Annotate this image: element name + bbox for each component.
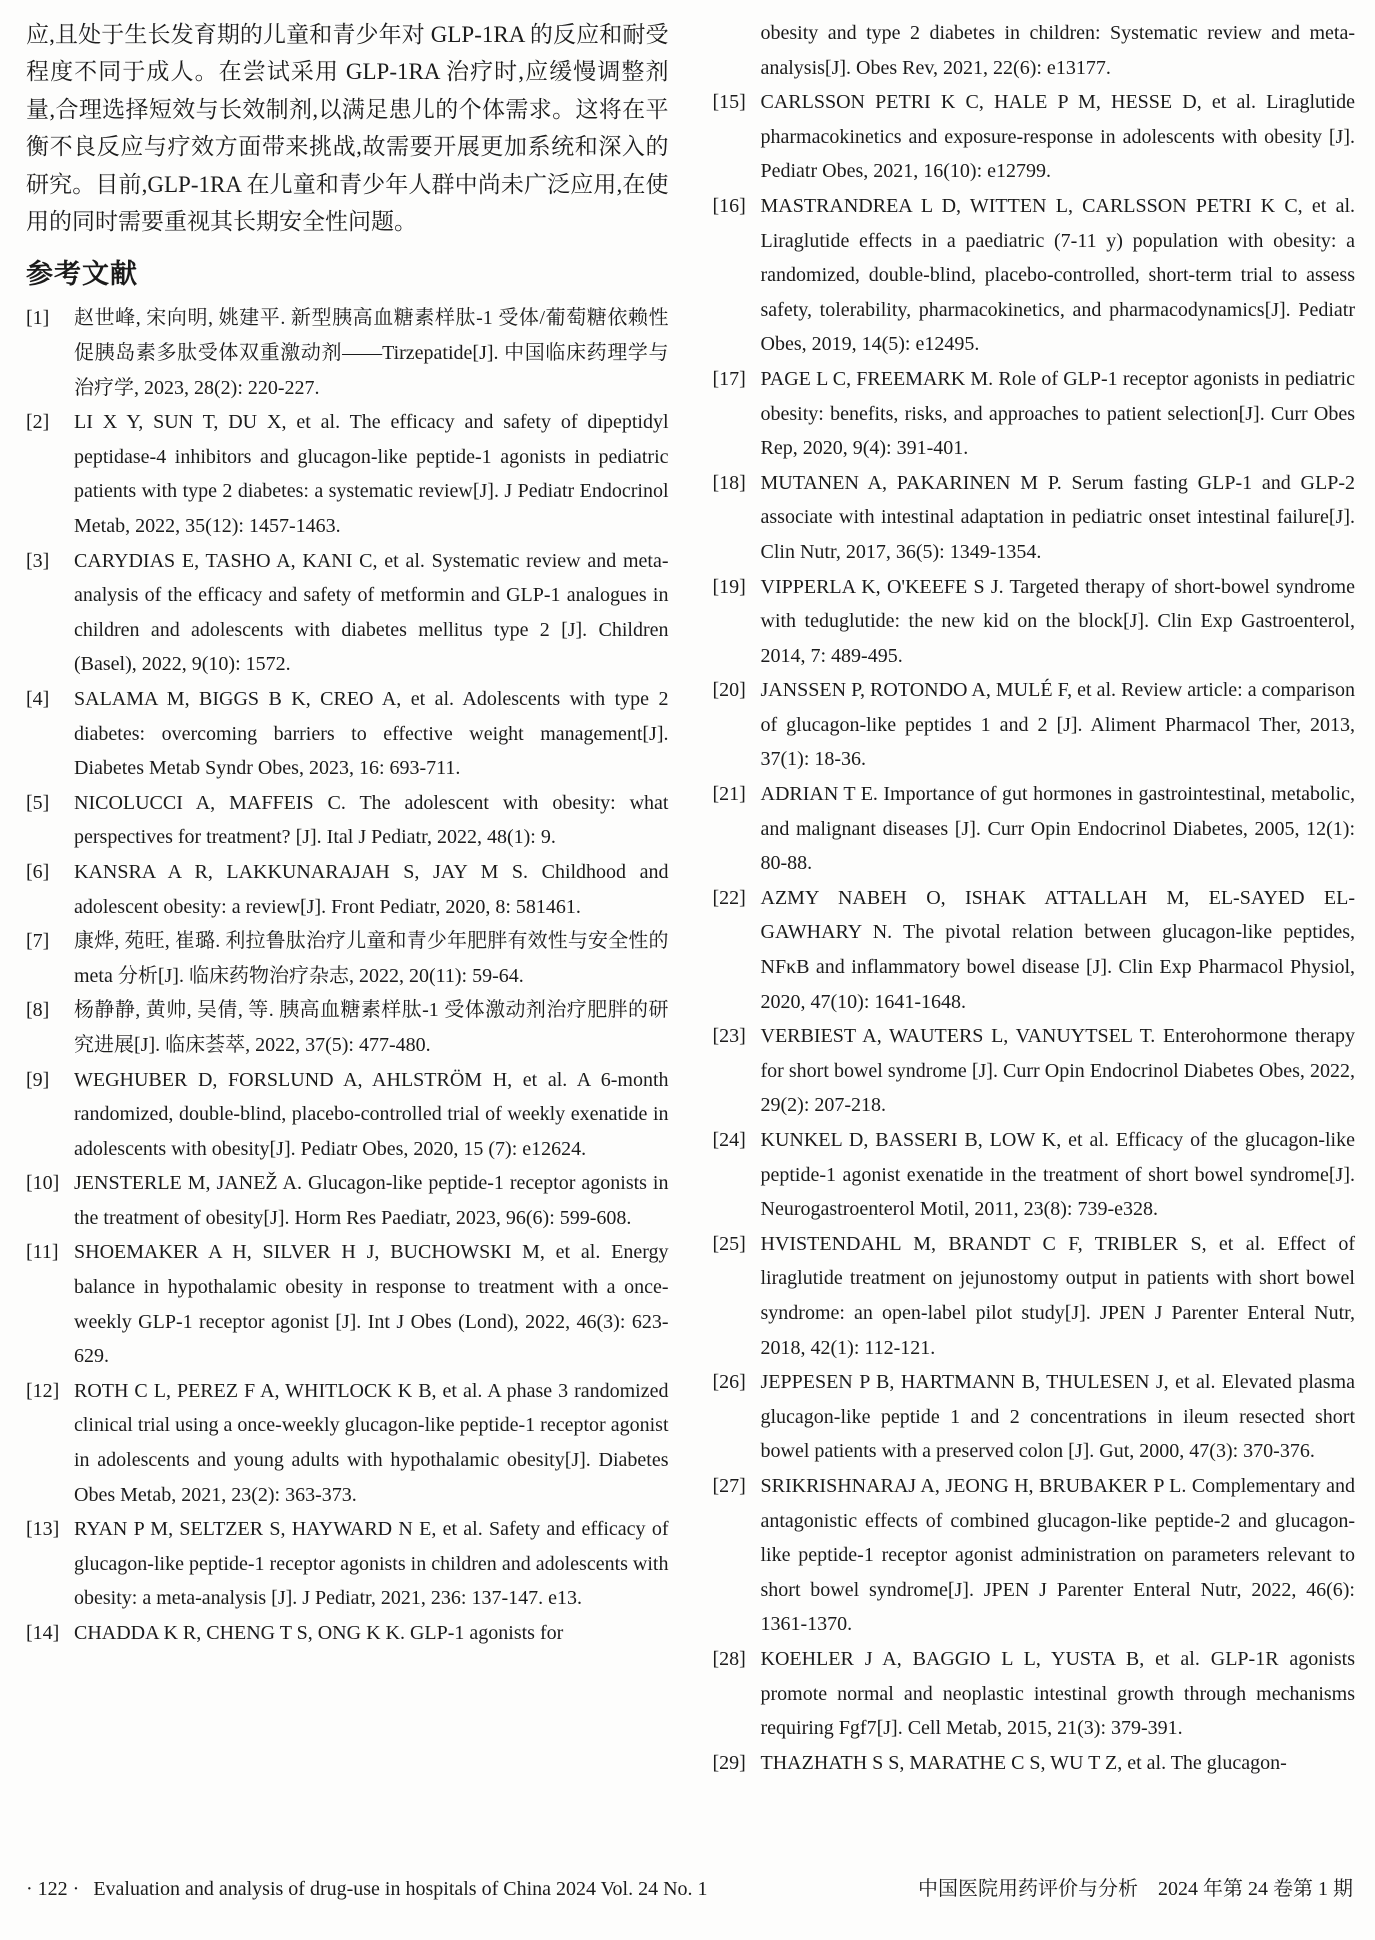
reference-item [713, 1019, 1356, 1123]
reference-number: [17] [712, 367, 746, 390]
footer-left [26, 1878, 708, 1901]
reference-text: 赵世峰, 宋向明, 姚建平. 新型胰高血糖素样肽-1 受体/葡萄糖依赖性促胰岛素多肽受体双重激动剂——Tirzepatide[J]. 中国临床药理学与治疗学, 2023, 28(2): 220-227. [74, 307, 669, 399]
reference-text: KUNKEL D, BASSERI B, LOW K, et al. Efficacy of the glucagon-like peptide-1 agonist exenatide in the treatment of short bowel syndrome[J]. Neurogastroenterol Motil, 2011, 23(8): 739-e328. [760, 1129, 1355, 1221]
reference-item [713, 777, 1356, 881]
reference-text: KANSRA A R, LAKKUNARAJAH S, JAY M S. Childhood and adolescent obesity: a review[J]. Front Pediatr, 2020, 8: 581461. [74, 860, 669, 918]
reference-text: VERBIEST A, WAUTERS L, VANUYTSEL T. Enterohormone therapy for short bowel syndrome [J]. Curr Opin Endocrinol Diabetes Obes, 2022, 29(2): 207-218. [760, 1025, 1355, 1117]
reference-item [713, 85, 1356, 189]
reference-number: [15] [712, 91, 746, 114]
reference-item [26, 682, 669, 786]
reference-text: JEPPESEN P B, HARTMANN B, THULESEN J, et al. Elevated plasma glucagon-like peptide 1 and 2 concentrations in ileum resected short bowel patients with a preserved colon [J]. Gut, 2000, 47(3): 370-376. [760, 1371, 1355, 1463]
reference-text: ROTH C L, PEREZ F A, WHITLOCK K B, et al. A phase 3 randomized clinical trial using a once-weekly glucagon-like peptide-1 receptor agonist in adolescents and young adults with hypothalamic obesity[J]. Diabetes Obes Metab, 2021, 23(2): 363-373. [74, 1379, 669, 1506]
reference-number: [3] [26, 549, 50, 572]
reference-number: [9] [26, 1068, 50, 1091]
reference-item [713, 673, 1356, 777]
reference-number: [29] [712, 1751, 746, 1774]
reference-number: [24] [712, 1129, 746, 1151]
references-list-right [713, 16, 1356, 1780]
reference-number: [20] [712, 679, 746, 702]
reference-text: ADRIAN T E. Importance of gut hormones in gastrointestinal, metabolic, and malignant diseases [J]. Curr Opin Endocrinol Diabetes, 2005, 12(1): 80-88. [760, 783, 1355, 875]
reference-number: [12] [26, 1379, 60, 1402]
reference-text: VIPPERLA K, O'KEEFE S J. Targeted therapy of short-bowel syndrome with teduglutide: the new kid on the block[J]. Clin Exp Gastroenterol, 2014, 7: 489-495. [760, 575, 1355, 667]
reference-number: [13] [26, 1518, 60, 1541]
left-column [26, 16, 669, 1780]
reference-item [713, 189, 1356, 362]
reference-text: NICOLUCCI A, MAFFEIS C. The adolescent with obesity: what perspectives for treatment? [J]. Ital J Pediatr, 2022, 48(1): 9. [74, 791, 669, 849]
reference-text: MUTANEN A, PAKARINEN M P. Serum fasting GLP-1 and GLP-2 associate with intestinal adaptation in pediatric onset intestinal failure[J]. Clin Nutr, 2017, 36(5): 1349-1354. [760, 471, 1355, 563]
reference-item [713, 570, 1356, 674]
reference-text: SHOEMAKER A H, SILVER H J, BUCHOWSKI M, et al. Energy balance in hypothalamic obesity in response to treatment with a once-weekly GLP-1 receptor agonist [J]. Int J Obes (Lond), 2022, 46(3): 623-629. [74, 1241, 669, 1368]
page-number: · 122 · [26, 1878, 80, 1900]
reference-item [26, 1616, 669, 1651]
reference-item [26, 924, 669, 993]
reference-number: [14] [26, 1622, 60, 1644]
two-column-layout [26, 16, 1355, 1780]
reference-text: WEGHUBER D, FORSLUND A, AHLSTRÖM H, et al. A 6-month randomized, double-blind, placebo-controlled trial of weekly exenatide in adolescents with obesity[J]. Pediatr Obes, 2020, 15 (7): e12624. [74, 1068, 669, 1160]
reference-number: [8] [26, 999, 50, 1022]
reference-number: [5] [26, 791, 50, 814]
reference-item [26, 1374, 669, 1512]
intro-paragraph: 应,且处于生长发育期的儿童和青少年对 GLP-1RA 的反应和耐受程度不同于成人。在尝试采用 GLP-1RA 治疗时,应缓慢调整剂量,合理选择短效与长效制剂,以满足患儿的个体需求。这将在平衡不良反应与疗效方面带来挑战,故需要开展更加系统和深入的研究。目前,GLP-1RA 在儿童和青少年人群中尚未广泛应用,在使用的同时需要重视其长期安全性问题。 [26, 22, 669, 235]
reference-item [713, 1469, 1356, 1642]
reference-item [713, 1642, 1356, 1746]
reference-item [713, 1365, 1356, 1469]
reference-text: 康烨, 苑旺, 崔璐. 利拉鲁肽治疗儿童和青少年肥胖有效性与安全性的 meta 分析[J]. 临床药物治疗杂志, 2022, 20(11): 59-64. [74, 930, 669, 987]
reference-item [26, 544, 669, 682]
reference-number: [18] [712, 471, 746, 494]
reference-item [713, 1227, 1356, 1365]
right-column [713, 16, 1356, 1780]
reference-number: [2] [26, 411, 50, 434]
reference-text: PAGE L C, FREEMARK M. Role of GLP-1 receptor agonists in pediatric obesity: benefits, risks, and approaches to patient selection[J]. Curr Obes Rep, 2020, 9(4): 391-401. [760, 367, 1355, 460]
reference-item [26, 405, 669, 543]
reference-text: THAZHATH S S, MARATHE C S, WU T Z, et al. The glucagon- [760, 1751, 1287, 1774]
reference-number: [21] [712, 783, 746, 806]
reference-text: MASTRANDREA L D, WITTEN L, CARLSSON PETRI K C, et al. Liraglutide effects in a paediatric (7-11 y) population with obesity: a randomized, double-blind, placebo-controlled, short-term trial to assess safety, tolerability, pharmacokinetics, and pharmacodynamics[J]. Pediatr Obes, 2019, 14(5): e12495. [760, 194, 1355, 356]
reference-text: CARLSSON PETRI K C, HALE P M, HESSE D, et al. Liraglutide pharmacokinetics and exposure-response in adolescents with obesity [J]. Pediatr Obes, 2021, 16(10): e12799. [760, 91, 1355, 183]
reference-item [26, 993, 669, 1062]
reference-text: AZMY NABEH O, ISHAK ATTALLAH M, EL-SAYED EL-GAWHARY N. The pivotal relation between glucagon-like peptides, NFκB and inflammatory bowel disease [J]. Clin Exp Pharmacol Physiol, 2020, 47(10): 1641-1648. [760, 886, 1355, 1013]
reference-number: [11] [26, 1241, 59, 1264]
reference-continuation [713, 16, 1356, 85]
reference-text: HVISTENDAHL M, BRANDT C F, TRIBLER S, et al. Effect of liraglutide treatment on jejunostomy output in patients with short bowel syndrome: an open-label pilot study[J]. JPEN J Parenter Enteral Nutr, 2018, 42(1): 112-121. [760, 1232, 1355, 1359]
reference-text: JENSTERLE M, JANEŽ A. Glucagon-like peptide-1 receptor agonists in the treatment of obesity[J]. Horm Res Paediatr, 2023, 96(6): 599-608. [74, 1172, 669, 1229]
reference-number: [6] [26, 860, 50, 883]
reference-text: SALAMA M, BIGGS B K, CREO A, et al. Adolescents with type 2 diabetes: overcoming barriers to effective weight management[J]. Diabetes Metab Syndr Obes, 2023, 16: 693-711. [74, 687, 669, 780]
reference-item [26, 1063, 669, 1167]
reference-item [26, 855, 669, 924]
reference-number: [22] [712, 886, 746, 909]
reference-number: [7] [26, 930, 50, 953]
reference-text: KOEHLER J A, BAGGIO L L, YUSTA B, et al. GLP-1R agonists promote normal and neoplastic intestinal growth through mechanisms requiring Fgf7[J]. Cell Metab, 2015, 21(3): 379-391. [760, 1647, 1355, 1740]
reference-item [26, 1235, 669, 1373]
reference-number: [16] [712, 194, 746, 217]
reference-number: [23] [712, 1025, 746, 1048]
reference-number: [10] [26, 1172, 60, 1195]
reference-text: SRIKRISHNARAJ A, JEONG H, BRUBAKER P L. Complementary and antagonistic effects of combined glucagon-like peptide-2 and glucagon-like peptide-1 receptor agonist administration on parameters relevant to short bowel syndrome[J]. JPEN J Parenter Enteral Nutr, 2022, 46(6): 1361-1370. [760, 1474, 1355, 1636]
reference-item [713, 362, 1356, 466]
reference-text: JANSSEN P, ROTONDO A, MULÉ F, et al. Review article: a comparison of glucagon-like peptides 1 and 2 [J]. Aliment Pharmacol Ther, 2013, 37(1): 18-36. [760, 679, 1355, 771]
reference-number: [28] [712, 1647, 746, 1670]
reference-item [26, 301, 669, 405]
reference-text: LI X Y, SUN T, DU X, et al. The efficacy and safety of dipeptidyl peptidase-4 inhibitors and glucagon-like peptide-1 agonists in pediatric patients with type 2 diabetes: a systematic review[J]. J Pediatr Endocrinol Metab, 2022, 35(12): 1457-1463. [74, 411, 669, 537]
reference-number [713, 16, 761, 85]
reference-item [713, 881, 1356, 1019]
reference-item [713, 1746, 1356, 1781]
reference-item [713, 1123, 1356, 1227]
reference-number: [26] [712, 1371, 746, 1394]
reference-text: CARYDIAS E, TASHO A, KANI C, et al. Systematic review and meta-analysis of the efficacy and safety of metformin and GLP-1 analogues in children and adolescents with diabetes mellitus type 2 [J]. Children (Basel), 2022, 9(10): 1572. [74, 549, 669, 676]
reference-number: [19] [712, 575, 746, 598]
reference-item [26, 786, 669, 855]
reference-number: [25] [712, 1232, 746, 1255]
journal-title-chinese: 中国医院用药评价与分析 2024 年第 24 卷第 1 期 [918, 1878, 1353, 1900]
reference-item [26, 1166, 669, 1235]
page-footer [26, 1872, 1353, 1901]
reference-number: [4] [26, 687, 50, 710]
reference-text: RYAN P M, SELTZER S, HAYWARD N E, et al. Safety and efficacy of glucagon-like peptide-1 receptor agonists in children and adolescents with obesity: a meta-analysis [J]. J Pediatr, 2021, 236: 137-147. e13. [74, 1518, 669, 1610]
reference-number: [27] [712, 1474, 746, 1497]
reference-item [713, 466, 1356, 570]
references-heading: 参考文献 [26, 259, 138, 290]
references-list-left [26, 301, 669, 1650]
reference-text: CHADDA K R, CHENG T S, ONG K K. GLP-1 agonists for [74, 1622, 564, 1644]
reference-text: obesity and type 2 diabetes in children: Systematic review and meta-analysis[J]. Obes Rev, 2021, 22(6): e13177. [760, 22, 1355, 79]
reference-item [26, 1512, 669, 1616]
reference-number: [1] [26, 307, 50, 330]
journal-title-english: Evaluation and analysis of drug-use in hospitals of China 2024 Vol. 24 No. 1 [93, 1878, 708, 1900]
reference-text: 杨静静, 黄帅, 吴倩, 等. 胰高血糖素样肽-1 受体激动剂治疗肥胖的研究进展[J]. 临床荟萃, 2022, 37(5): 477-480. [74, 999, 669, 1056]
